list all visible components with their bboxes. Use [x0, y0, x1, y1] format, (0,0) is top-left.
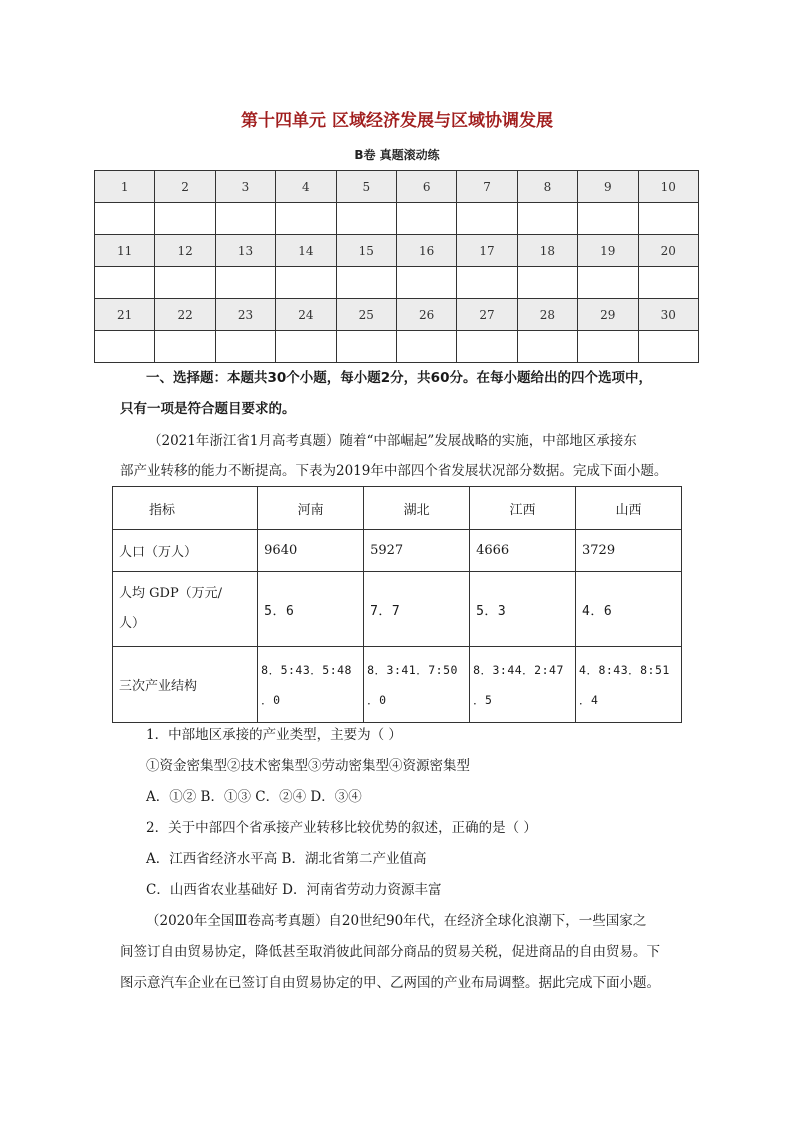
answer-number-cell: 30	[638, 299, 698, 331]
answer-number-cell: 29	[578, 299, 638, 331]
answer-number-cell: 10	[638, 171, 698, 203]
section-heading-line-2: 只有一项是符合题目要求的。	[120, 401, 296, 417]
answer-blank-cell[interactable]	[215, 203, 275, 235]
answer-blank-cell[interactable]	[396, 331, 456, 363]
answer-number-cell: 25	[336, 299, 396, 331]
table-cell-line: 8．3:41．7:50	[367, 662, 458, 677]
table-cell-line: 8．5:43．5:48	[261, 662, 352, 677]
answer-blank-cell[interactable]	[95, 267, 155, 299]
answer-number-cell: 4	[276, 171, 336, 203]
table-cell-line: ．0	[367, 692, 387, 707]
answer-grid-blank-row	[95, 267, 699, 299]
answer-number-cell: 14	[276, 235, 336, 267]
answer-blank-cell[interactable]	[95, 331, 155, 363]
table-row	[113, 530, 682, 572]
answer-number-cell: 27	[457, 299, 517, 331]
answer-blank-cell[interactable]	[578, 331, 638, 363]
answer-blank-cell[interactable]	[457, 331, 517, 363]
answer-blank-cell[interactable]	[336, 203, 396, 235]
answer-number-cell: 23	[215, 299, 275, 331]
table-row	[113, 572, 682, 647]
table-cell	[364, 647, 470, 723]
question-2-options-ab: A．江西省经济水平高 B．湖北省第二产业值高	[146, 851, 427, 867]
answer-blank-cell[interactable]	[215, 267, 275, 299]
answer-blank-cell[interactable]	[457, 203, 517, 235]
answer-grid-number-row	[95, 299, 699, 331]
table-header-cell: 江西	[470, 487, 576, 530]
table-row-label	[113, 572, 258, 647]
answer-blank-cell[interactable]	[276, 203, 336, 235]
answer-blank-cell[interactable]	[638, 267, 698, 299]
answer-grid-number-row	[95, 235, 699, 267]
answer-number-cell: 8	[517, 171, 577, 203]
answer-blank-cell[interactable]	[336, 331, 396, 363]
page-title: 第十四单元 区域经济发展与区域协调发展	[241, 111, 553, 131]
answer-blank-cell[interactable]	[517, 203, 577, 235]
province-data-table	[112, 486, 682, 723]
answer-number-cell: 26	[396, 299, 456, 331]
answer-blank-cell[interactable]	[336, 267, 396, 299]
table-cell: 4666	[470, 530, 576, 572]
answer-number-cell: 22	[155, 299, 215, 331]
answer-blank-cell[interactable]	[517, 267, 577, 299]
answer-number-cell: 3	[215, 171, 275, 203]
answer-blank-cell[interactable]	[638, 203, 698, 235]
table-cell: 5．3	[470, 572, 576, 647]
table-cell: 7．7	[364, 572, 470, 647]
answer-number-cell: 11	[95, 235, 155, 267]
table-header-cell: 山西	[576, 487, 682, 530]
question-1: 1．中部地区承接的产业类型，主要为（ ）	[146, 727, 402, 743]
answer-blank-cell[interactable]	[155, 331, 215, 363]
answer-number-cell: 1	[95, 171, 155, 203]
table-cell: 9640	[258, 530, 364, 572]
answer-number-cell: 5	[336, 171, 396, 203]
answer-number-cell: 15	[336, 235, 396, 267]
answer-blank-cell[interactable]	[578, 203, 638, 235]
passage-1-line-1: （2021年浙江省1月高考真题）随着“中部崛起”发展战略的实施，中部地区承接东	[148, 433, 637, 449]
table-cell	[576, 647, 682, 723]
table-cell	[258, 647, 364, 723]
table-cell-line: ．4	[579, 692, 599, 707]
passage-2-line-1: （2020年全国Ⅲ卷高考真题）自20世纪90年代，在经济全球化浪潮下，一些国家之	[146, 913, 647, 929]
table-cell: 5．6	[258, 572, 364, 647]
table-header-row	[113, 487, 682, 530]
table-row-label: 三次产业结构	[113, 647, 258, 723]
table-cell	[470, 647, 576, 723]
passage-2-line-2: 间签订自由贸易协定，降低甚至取消彼此间部分商品的贸易关税，促进商品的自由贸易。下	[120, 944, 660, 960]
table-header-cell: 指标	[113, 487, 258, 530]
table-cell: 4．6	[576, 572, 682, 647]
answer-blank-cell[interactable]	[276, 267, 336, 299]
table-cell: 3729	[576, 530, 682, 572]
answer-number-cell: 12	[155, 235, 215, 267]
answer-number-cell: 20	[638, 235, 698, 267]
answer-blank-cell[interactable]	[155, 203, 215, 235]
table-row-label-line: 人）	[119, 616, 146, 631]
table-cell-line: ．5	[473, 692, 493, 707]
table-header-cell: 河南	[258, 487, 364, 530]
table-header-cell: 湖北	[364, 487, 470, 530]
answer-blank-cell[interactable]	[517, 331, 577, 363]
passage-1-line-2: 部产业转移的能力不断提高。下表为2019年中部四个省发展状况部分数据。完成下面小题。	[120, 463, 668, 479]
answer-number-cell: 17	[457, 235, 517, 267]
answer-number-cell: 16	[396, 235, 456, 267]
answer-number-cell: 19	[578, 235, 638, 267]
question-1-options: A．①② B．①③ C．②④ D．③④	[146, 789, 362, 805]
answer-number-cell: 6	[396, 171, 456, 203]
table-cell: 5927	[364, 530, 470, 572]
answer-blank-cell[interactable]	[155, 267, 215, 299]
question-1-items: ①资金密集型②技术密集型③劳动密集型④资源密集型	[146, 758, 470, 774]
answer-number-cell: 21	[95, 299, 155, 331]
table-cell-line: 8．3:44．2:47	[473, 662, 564, 677]
answer-blank-cell[interactable]	[396, 267, 456, 299]
answer-number-cell: 13	[215, 235, 275, 267]
answer-grid	[94, 170, 699, 363]
answer-blank-cell[interactable]	[215, 331, 275, 363]
question-2: 2．关于中部四个省承接产业转移比较优势的叙述，正确的是（ ）	[146, 820, 537, 836]
answer-number-cell: 7	[457, 171, 517, 203]
answer-blank-cell[interactable]	[396, 203, 456, 235]
answer-grid-blank-row	[95, 331, 699, 363]
page-subtitle: B卷 真题滚动练	[354, 148, 440, 162]
answer-number-cell: 28	[517, 299, 577, 331]
answer-blank-cell[interactable]	[578, 267, 638, 299]
table-cell-line: 4．8:43．8:51	[579, 662, 670, 677]
table-row-label-line: 人均 GDP（万元/	[119, 586, 223, 601]
answer-number-cell: 18	[517, 235, 577, 267]
table-row-label: 人口（万人）	[113, 530, 258, 572]
table-cell-line: ．0	[261, 692, 281, 707]
answer-grid-blank-row	[95, 203, 699, 235]
answer-blank-cell[interactable]	[457, 267, 517, 299]
answer-number-cell: 9	[578, 171, 638, 203]
answer-blank-cell[interactable]	[638, 331, 698, 363]
passage-2-line-3: 图示意汽车企业在已签订自由贸易协定的甲、乙两国的产业布局调整。据此完成下面小题。	[120, 975, 660, 991]
answer-blank-cell[interactable]	[276, 331, 336, 363]
answer-blank-cell[interactable]	[95, 203, 155, 235]
question-2-options-cd: C．山西省农业基础好 D．河南省劳动力资源丰富	[146, 882, 442, 898]
answer-number-cell: 24	[276, 299, 336, 331]
answer-number-cell: 2	[155, 171, 215, 203]
section-heading-line-1: 一、选择题：本题共30个小题，每小题2分，共60分。在每小题给出的四个选项中，	[146, 370, 652, 386]
answer-grid-number-row	[95, 171, 699, 203]
table-row	[113, 647, 682, 723]
